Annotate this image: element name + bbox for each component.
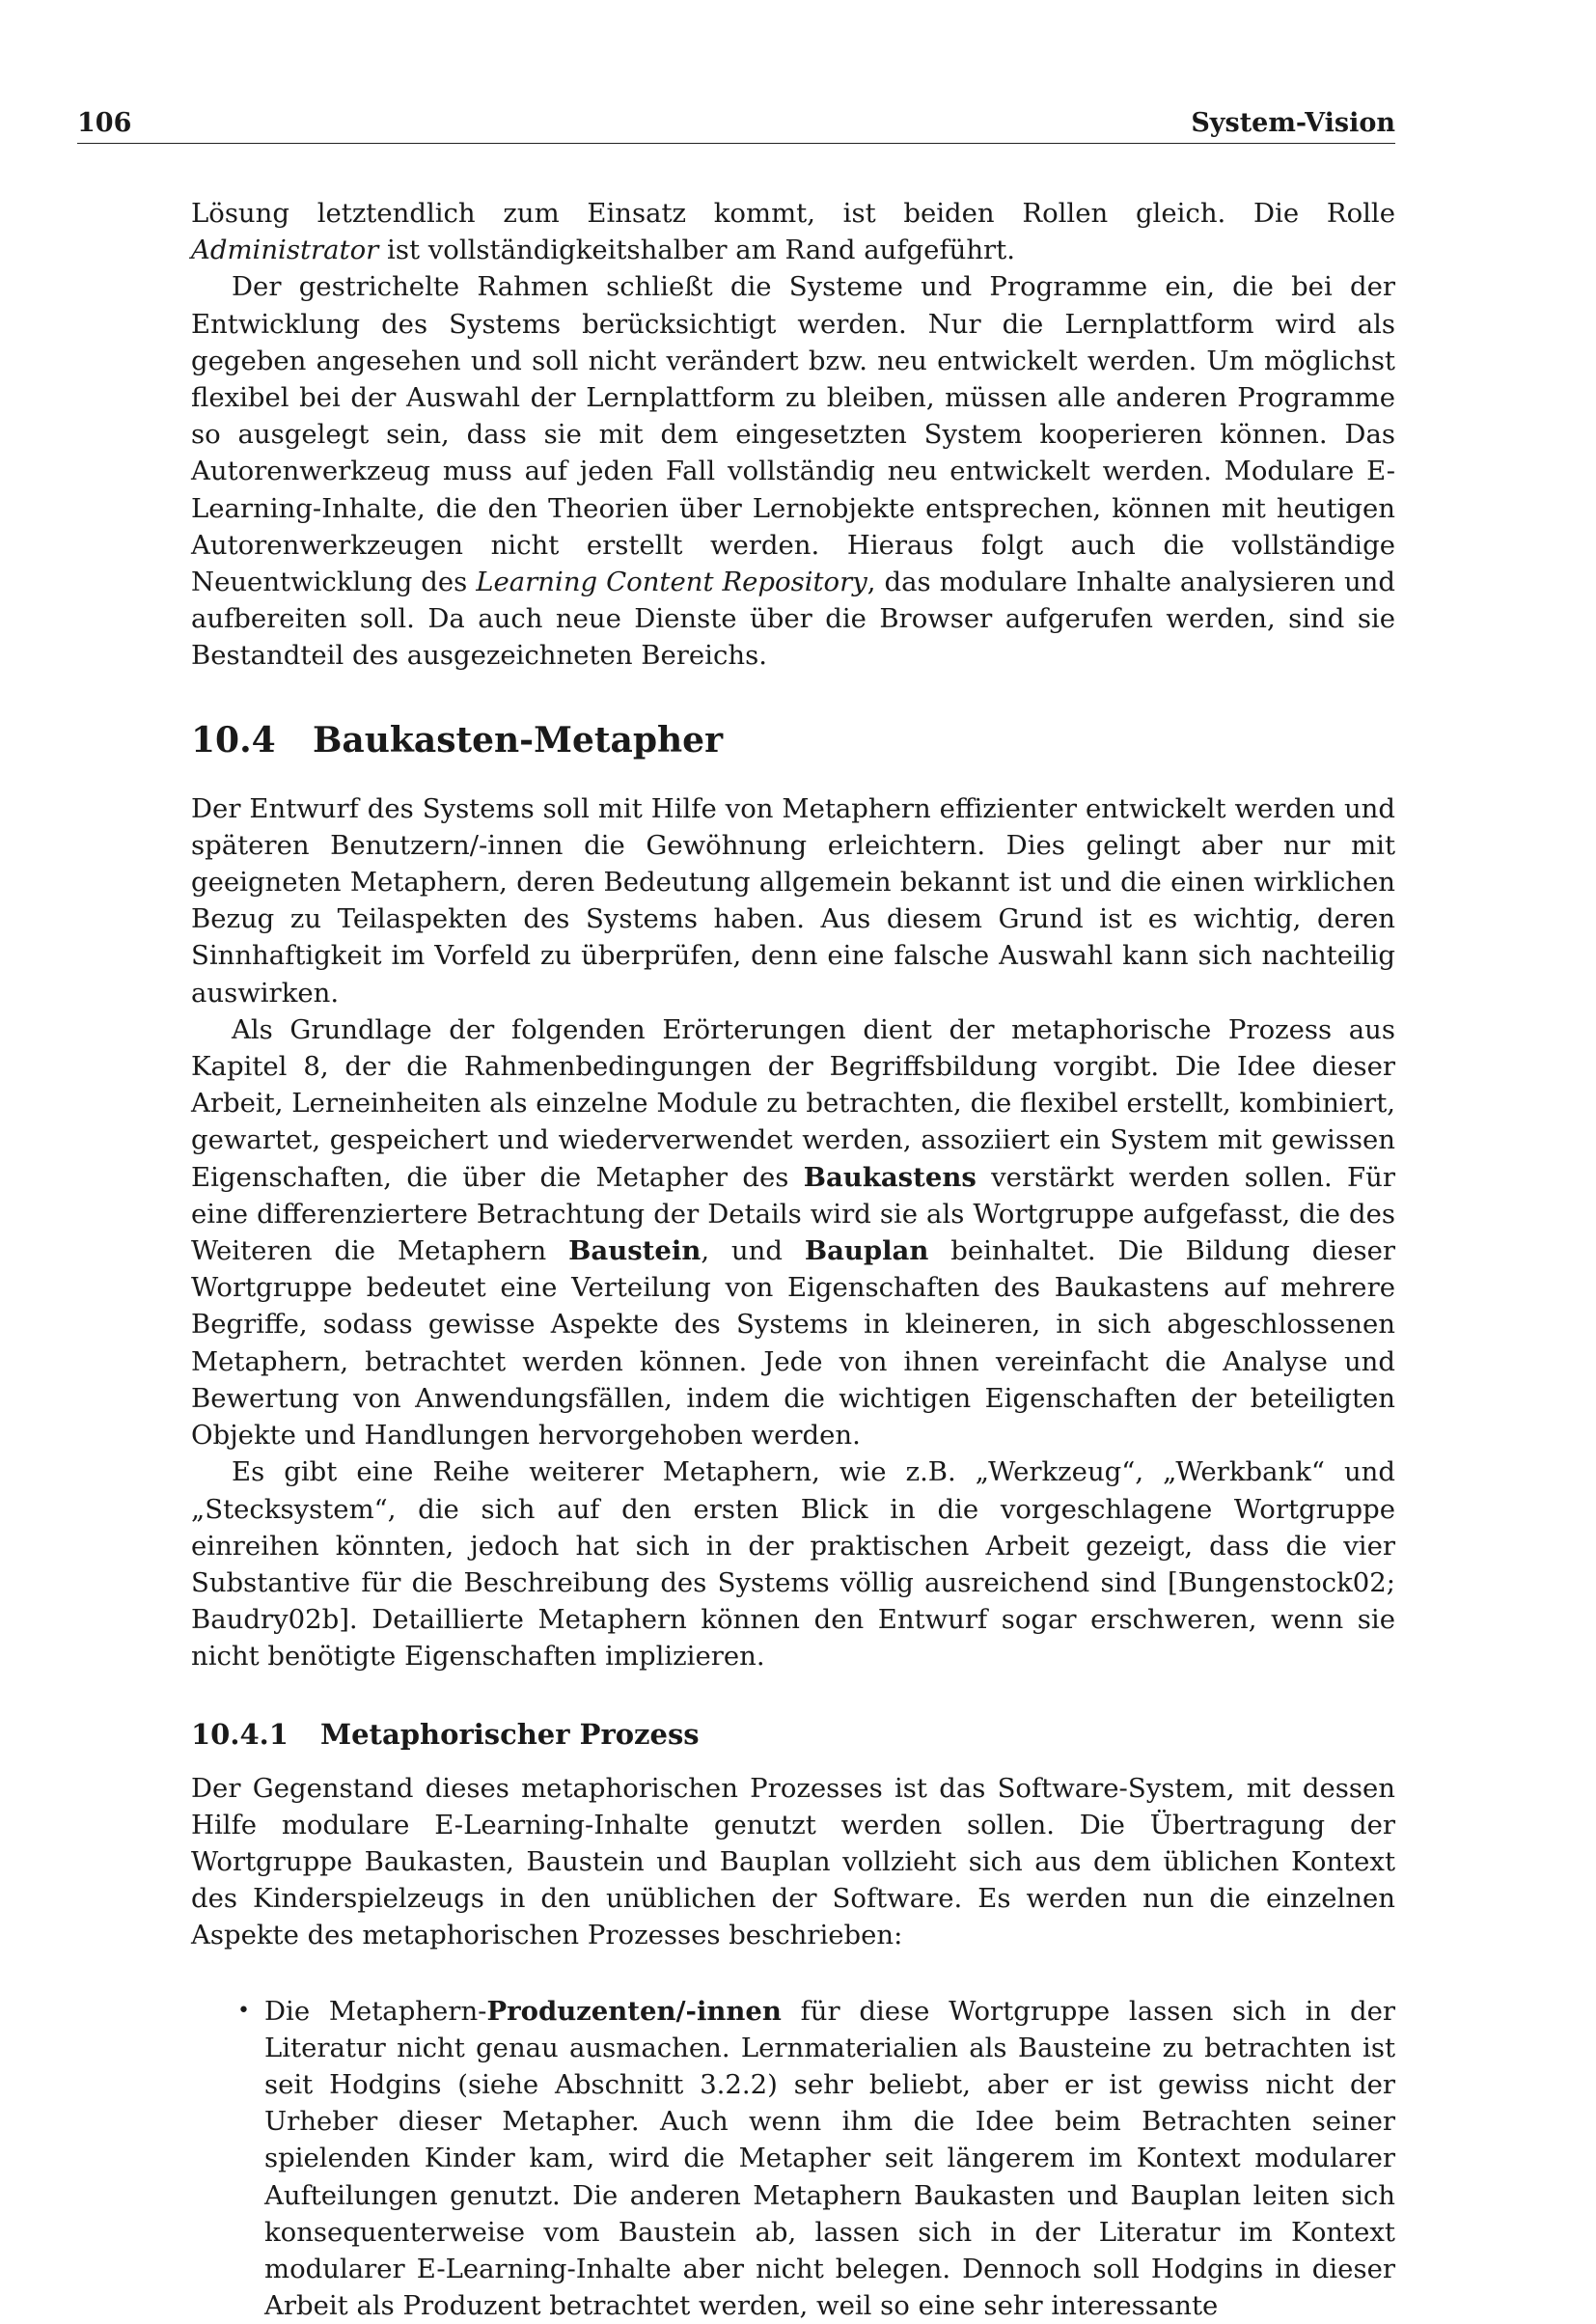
subsection-title: Metaphorischer Prozess (320, 1717, 700, 1751)
bold-baukastens: Baukastens (803, 1161, 977, 1193)
section-number: 10.4 (191, 719, 276, 761)
paragraph-3: Der Entwurf des Systems soll mit Hilfe von Metaphern effizienter entwickelt werden und späteren Benutzern/-innen die Gewöhnung erleichtern. Dies gelingt aber nur mit geeigneten Metaphern, deren Bedeutung allgemein bekannt ist und die einen wirklichen Bezug zu Teilaspekten des Systems haben. Aus diesem Grund ist es wichtig, deren Sinnhaftigkeit im Vorfeld zu überprüfen, denn eine falsche Auswahl kann sich nachteilig auswirken. (191, 792, 1395, 1009)
bold-bauplan: Bauplan (804, 1235, 929, 1267)
paragraph-4: Als Grundlage der folgenden Erörterungen dient der metaphorische Prozess aus Kapitel 8, der die Rahmenbedingungen der Begriffsbildung vorgibt. Die Idee dieser Arbeit, Lerneinheiten als einzelne Module zu betrachten, die flexibel erstellt, kombiniert, gewartet, gespeichert und wiederverwendet werden, assoziiert ein System mit gewissen Eigenschaften, die über die Metapher des Baukastens verstärkt werden sollen. Für eine differenziertere Betrachtung der Details wird sie als Wortgruppe aufgefasst, die des Weiteren die Metaphern Baustein, und Bauplan beinhaltet. Die Bildung dieser Wortgruppe bedeutet eine Verteilung von Eigenschaften des Baukastens auf mehrere Begriffe, sodass gewisse Aspekte des Systems in kleineren, in sich abgeschlossenen Metaphern, betrachtet werden können. Jede von ihnen vereinfacht die Analyse und Bewertung von Anwendungsfällen, indem die wichtigen Eigenschaften der beteiligten Objekte und Handlungen hervorgehoben werden. (191, 1013, 1395, 1452)
section-title: Baukasten-Metapher (313, 719, 724, 761)
section-heading (191, 719, 1395, 761)
paragraph-5: Es gibt eine Reihe weiterer Metaphern, wie z.B. „Werkzeug“, „Werkbank“ und „Stecksystem“, die sich auf den ersten Blick in die vorgeschlagene Wortgruppe einreihen könnten, jedoch hat sich in der praktischen Arbeit gezeigt, dass die vier Substantive für die Beschreibung des Systems völlig ausreichend sind [Bungenstock02; Baudry02b]. Detaillierte Metaphern können den Entwurf sogar erschweren, wenn sie nicht benötigte Eigenschaften implizieren. (191, 1456, 1395, 1673)
page-header (77, 102, 1395, 144)
bullet-list (191, 1993, 1395, 2324)
paragraph-6: Der Gegenstand dieses metaphorischen Prozesses ist das Software-System, mit dessen Hilfe modulare E-Learning-Inhalte genutzt werden sollen. Die Übertragung der Wortgruppe Baukasten, Baustein und Bauplan vollzieht sich aus dem üblichen Kontext des Kinderspielzeugs in den unüblichen der Software. Es werden nun die einzelnen Aspekte des metaphorischen Prozesses beschrieben: (191, 1772, 1395, 1951)
subsection-number: 10.4.1 (191, 1717, 289, 1751)
emphasis-administrator: Administrator (191, 235, 379, 266)
emphasis-lcr: Learning Content Repository (476, 567, 867, 598)
bold-baustein: Baustein (568, 1235, 702, 1267)
running-title: System-Vision (1191, 108, 1395, 138)
list-item: • Die Metaphern-Produzenten/-innen für diese Wortgruppe lassen sich in der Literatur nicht genau ausmachen. Lernmaterialien als Bausteine zu betrachten ist seit Hodgins (siehe Abschnitt 3.2.2) sehr beliebt, aber er ist gewiss nicht der Urheber dieser Metapher. Auch wenn ihm die Idee beim Betrachten seiner spielenden Kinder kam, wird die Metapher seit längerem im Kontext modularer Aufteilungen genutzt. Die anderen Metaphern Baukasten und Bauplan leiten sich konsequenterweise vom Baustein ab, lassen sich in der Literatur im Kontext modularer E-Learning-Inhalte aber nicht belegen. Dennoch soll Hodgins in dieser Arbeit als Produzent betrachtet werden, weil so eine sehr interessante (191, 1993, 1395, 2324)
page-body (191, 195, 1395, 2324)
bold-produzenten: Produzenten/-innen (486, 1995, 782, 2027)
paragraph-1: Lösung letztendlich zum Einsatz kommt, ist beiden Rollen gleich. Die Rolle Administrator ist vollständigkeitshalber am Rand aufgeführt. (191, 198, 1395, 266)
paragraph-2: Der gestrichelte Rahmen schließt die Systeme und Programme ein, die bei der Entwicklung des Systems berücksichtigt werden. Nur die Lernplattform wird als gegeben angesehen und soll nicht verändert bzw. neu entwickelt werden. Um möglichst flexibel bei der Auswahl der Lernplattform zu bleiben, müssen alle anderen Programme so ausgelegt sein, dass sie mit dem eingesetzten System kooperieren können. Das Autorenwerkzeug muss auf jeden Fall vollständig neu entwickelt werden. Modulare E-Learning-Inhalte, die den Theorien über Lernobjekte entsprechen, können mit heutigen Autorenwerkzeugen nicht erstellt werden. Hieraus folgt auch die vollständige Neuentwicklung des Learning Content Repository, das modulare Inhalte analysieren und aufbereiten soll. Da auch neue Dienste über die Browser aufgerufen werden, sind sie Bestandteil des ausgezeichneten Bereichs. (191, 271, 1396, 672)
page-number: 106 (77, 108, 132, 138)
bullet-icon: • (237, 1998, 250, 2023)
subsection-heading (191, 1716, 1395, 1753)
